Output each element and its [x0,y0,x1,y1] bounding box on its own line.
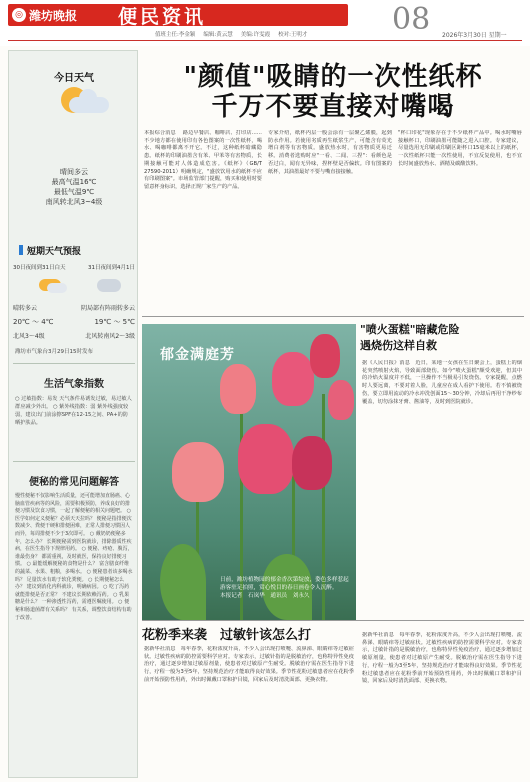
tulip-flower [238,424,294,494]
article1-headline [142,62,524,122]
tulip-flower [220,364,256,414]
weather-panel [9,51,139,361]
forecast-temp-row [13,317,135,327]
forecast-source: 潍坊市气象台3月29日15时发布 [15,349,93,355]
tulip-photo [142,324,356,620]
article1-headline-line1: "颜值"吸睛的一次性纸杯 [183,62,483,92]
section-divider [142,316,524,317]
article3-body-col1: 据新华社消息 每年春季，花粉浓度升高，不少人会出现打喷嚏、流鼻涕、眼睛痒等过敏症状。过敏性疾病的防控需要科学应对。专家表示，过敏针指的是脱敏治疗，也称特异性免疫治疗，通过逐步增加过敏原剂量，使患者对过敏原产生耐受。脱敏治疗需在医生指导下进行，疗程一般为3至5年，坚持规范治疗才能取得良好效果。季节性花粉过敏患者应在花粉季前开始预防性用药，外出时佩戴口罩和护目镜，回家后及时清洗面部、更换衣物。 [144,646,354,683]
article1-body-col2: 专家介绍，纸杯内层一般会涂有一层聚乙烯膜，起到防水作用。若使用劣质再生纸浆生产，可能含有荧光增白剂等有害物质。盛放热水时，有害物质更易迁移。消费者选购时应"一看、二闻、三捏"：看颜色是否过白，闻有无异味，捏杯壁是否偏软。印有图案的纸杯，其油墨最好不要与嘴直接接触。 [268,130,392,175]
article1-headline-line2: 千万不要直接对嘴喝 [211,92,455,122]
today-forecast [9,167,139,207]
photo-caption: 日前，潍坊植物园的郁金香次第绽放，姿色多样惹起游客驻足拍照，赏心悦目的春日画卷令人沉醉。 本报记者 石岚华 通讯员 刘永久 [220,577,349,599]
tulip-flower [292,436,332,490]
today-wind: 南风转北风3~4级 [45,198,103,206]
forecast-days [13,263,135,271]
faq-text: 慢性便秘不仅影响生活质量，还可能增加直肠癌、心脑血管疾病等的风险，需要积极预防，养成良好的排便习惯及饮食习惯，一起了解便秘的相关问题吧。 ○ 医学如何定义便秘？必须天天拉吗？ 便秘是指排便次数减少、粪便干硬和排便困难，正常人排便习惯因人而异，每周排便不少于3次即可。 ○ 戴奶奶便秘多年，怎么办？ 长期便秘需到医院就诊，排除器质性疾病，在医生指导下规律用药。 ○ 便秘、痔疮、腹泻，谁最伤身？ 都需重视，及时就医，保持良好排便习惯。 ○ 最能缓解便秘的食物是什么？ 富含膳食纤维的蔬菜、水果、粗粮，多喝水。 ○ 便秘患者该多喝水吗？ 足量饮水有助于软化粪便。 ○ 长期便秘怎么办？ 建议到消化内科就诊，明确病因。 ○ 吃了泻药就能排便是否正常？ 不建议长期依赖泻药。 ○ 乳果糖是什么？ 一种渗透性泻药，需遵医嘱使用。 ○ 便秘和肠道菌群有关系吗？ 有关系，调整饮食结构有助于改善。 [15,493,133,621]
leaf [160,544,206,620]
day1-label: 30日夜间到31日白天 [13,265,66,271]
sidebar-divider [13,363,135,364]
faq-title: 便秘的常见问题解答 [29,477,119,488]
newspaper-logo [12,6,77,24]
editor-info [155,30,425,38]
short-forecast-title: 短期天气预报 [27,244,81,257]
masthead [0,0,530,46]
weather-title: 今日天气 [54,73,94,84]
day2-label: 31日夜间到4月1日 [88,265,135,271]
life-index-text: ○ 过敏指数：易发 天气条件易诱发过敏，易过敏人群应减少外出。 ○ 紫外线指数：弱 紫外线强度较弱，建议出门前涂擦SPF在12-15之间、PA+的防晒护肤品。 [15,396,132,426]
editor-info-item: 美编:许雯霞 [240,32,271,38]
forecast-wind-row [13,331,135,340]
logo-icon: ◎ [12,8,26,22]
today-high: 最高气温16℃ [51,178,97,186]
article2-headline [360,322,524,354]
article1-body-col1: 本报综合消息 路边早餐店、咖啡店、打印店……不少地方都在使用印有各色图案的一次性纸杯，喝水、喝咖啡都离不开它。不过，这种纸杯暗藏隐患。纸杯的印刷油墨含有苯、甲苯等有害物质，长期接触可能对人体造成危害。《纸杯》（GB/T 27590-2011）明确规定，"盛放饮用水的纸杯不应有印刷图案"。市场监管部门提醒，购买和使用时要留意杯身标识，选择正规厂家生产的产品。 [144,130,262,190]
day1-desc: 晴转多云 [13,305,38,312]
section-divider [142,620,524,621]
page-number: 08 [392,2,431,37]
editor-info-item: 校对:王明才 [278,32,308,38]
article2-body: 据《人民日报》消息 近日，某地一女孩在生日聚会上，蛋糕上的烟花突然喷射火焰，导致面部烧伤。如今"喷火蛋糕"颇受欢迎，但其中的冷焰火温度并不低，一旦操作不当极易引发烧伤。专家提醒，点燃时人要远离，不要对着人脸，儿童应在成人看护下使用。若不慎被烧伤，要立即用流动的冷水冲洗创面15～30分钟，冷却后再用干净纱布覆盖，切勿涂抹牙膏、酱油等，及时到医院就诊。 [362,360,522,405]
article2-headline-line1: "喷火蛋糕"暗藏危险 [360,323,460,336]
cloudy-rain-icon [97,279,121,292]
tulip-flower [272,352,314,406]
photo-title: 郁金满庭芳 [160,347,235,363]
issue-date: 2026年3月30日 星期一 [442,32,507,39]
main-column [142,46,524,780]
forecast-desc-row [13,303,135,312]
day2-temp: 19℃ ～ 5℃ [94,318,135,326]
today-low: 最低气温9℃ [53,188,95,196]
sidebar-divider [13,461,135,462]
tulip-flower [310,334,340,378]
day2-wind: 北风转南风2～3级 [85,333,135,340]
sunny-cloudy-icon [39,279,61,291]
article2-headline-line2: 遇烧伤这样自救 [360,339,437,352]
article3-headline: 花粉季来袭 过敏针该怎么打 [142,628,312,643]
tulip-flower [172,442,224,502]
logo-text: 潍坊晚报 [29,8,78,23]
editor-info-item: 编辑:黄云慧 [203,32,233,38]
tulip-flower [328,380,354,420]
article1-body-col3: "杯口印花"现象存在于不少纸杯产品中。喝水时嘴唇接触杯口，印刷油墨可能随之进入口腔。专家建议，尽量选用无印刷或印刷区距杯口15毫米以上的纸杯，一次性纸杯只能一次性使用，不宜反复使用，也不宜长时间盛放热水、酒精及碳酸饮料。 [398,130,522,167]
masthead-divider [8,40,522,41]
sidebar [8,50,138,778]
article3-body-col2: 据新华社消息 每年春季，花粉浓度升高，不少人会出现打喷嚏、流鼻涕、眼睛痒等过敏症状。过敏性疾病的防控需要科学应对。专家表示，过敏针指的是脱敏治疗，也称特异性免疫治疗，通过逐步增加过敏原剂量，使患者对过敏原产生耐受。脱敏治疗需在医生指导下进行，疗程一般为3至5年，坚持规范治疗才能取得良好效果。季节性花粉过敏患者应在花粉季前开始预防性用药，外出时佩戴口罩和护目镜，回家后及时清洗面部、更换衣物。 [362,632,522,685]
editor-info-item: 值班主任:李金颖 [155,32,196,38]
section-name: 便民资讯 [118,6,207,28]
cloud-icon [69,97,109,113]
day1-wind: 北风3～4级 [13,333,45,340]
day1-temp: 20℃ ～ 4℃ [13,318,54,326]
life-index-title: 生活气象指数 [44,379,104,390]
day2-desc: 阴局部有阵雨转多云 [80,305,135,312]
today-condition: 晴间多云 [60,168,88,176]
